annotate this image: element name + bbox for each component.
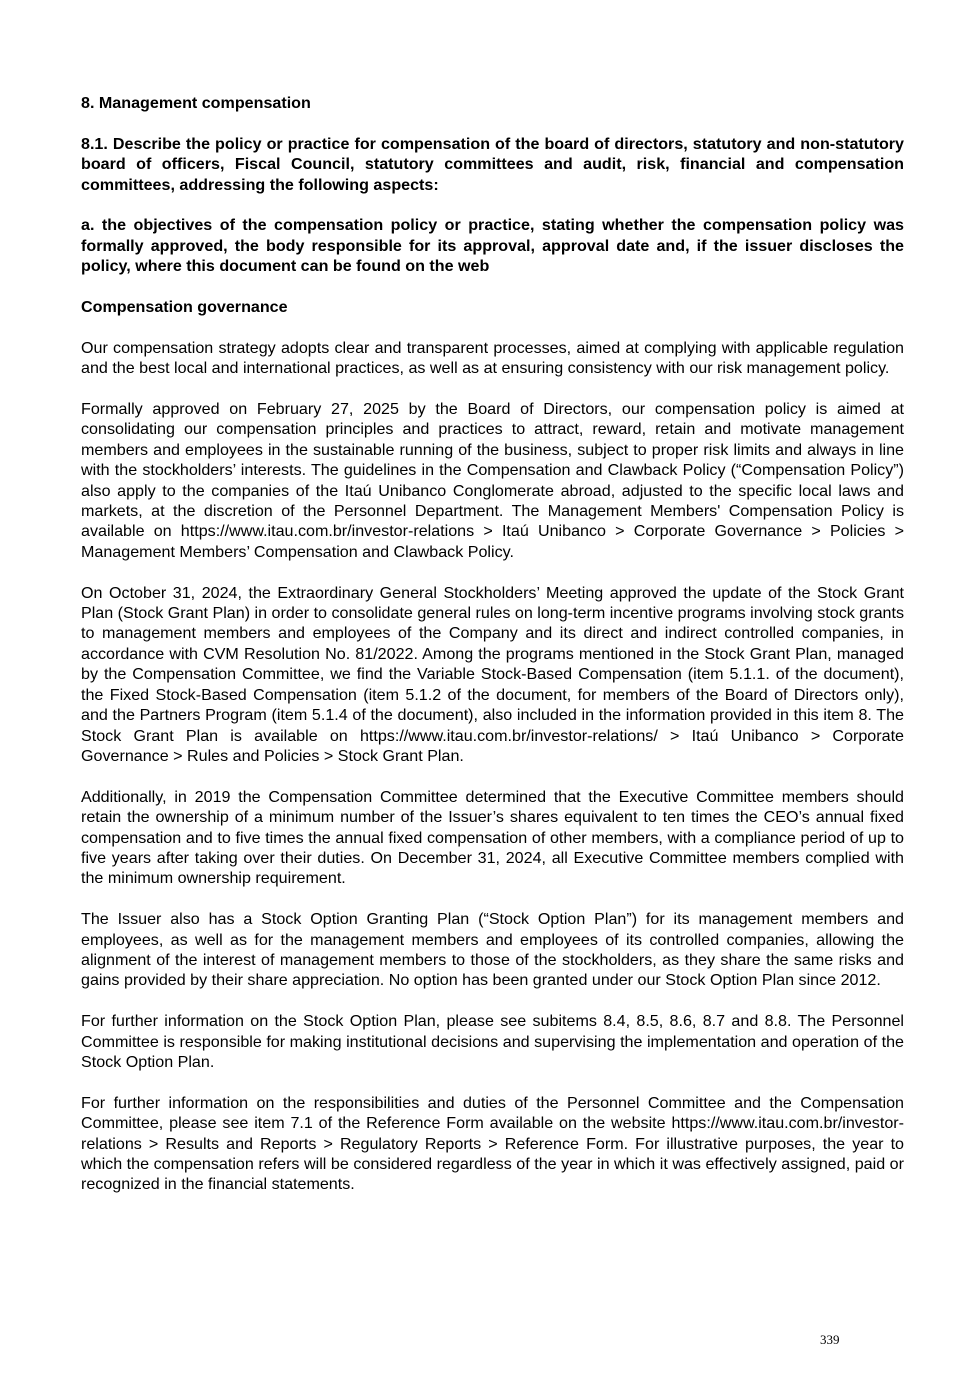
page-number: 339 xyxy=(820,1332,840,1347)
paragraph-further-info-committees: For further information on the responsibilities and duties of the Personnel Committee and the Compensation Committee, please see item 7.1 of the Reference Form available on the website https://www.itau.com.br/investor-relations > Results and Reports > Regulatory Reports > Reference Form. For illustrative purposes, the year to which the compensation refers will be considered regardless of the year in which it was effectively assigned, paid or recognized in the financial statements. xyxy=(81,1093,904,1194)
governance-title: Compensation governance xyxy=(81,298,288,317)
paragraph-stock-grant-plan: On October 31, 2024, the Extraordinary General Stockholders’ Meeting approved the update of the Stock Grant Plan (Stock Grant Plan) in order to consolidate general rules on long-term incentive programs involving stock grants to management members and employees of the Company and its direct and indirect controlled companies, in accordance with CVM Resolution No. 81/2022. Among the programs mentioned in the Stock Grant Plan, managed by the Compensation Committee, we find the Variable Stock-Based Compensation (item 5.1.1. of the document), the Fixed Stock-Based Compensation (item 5.1.2 of the document, for members of the Board of Directors only), and the Partners Program (item 5.1.4 of the document), also included in the information provided in this item 8. The Stock Grant Plan is available on https://www.itau.com.br/investor-relations/ > Itaú Unibanco > Corporate Governance > Rules and Policies > Stock Grant Plan. xyxy=(81,583,904,765)
page-content xyxy=(81,93,904,1195)
section-heading: 8. Management compensation xyxy=(81,94,311,112)
paragraph-policy-approval: Formally approved on February 27, 2025 by the Board of Directors, our compensation policy is aimed at consolidating our compensation principles and practices to attract, reward, retain and motivate management members and employees in the sustainable running of the business, subject to proper risk limits and always in line with the stockholders’ interests. The guidelines in the Compensation and Clawback Policy (“Compensation Policy”) also apply to the companies of the Itaú Unibanco Conglomerate abroad, adjusted to the specific local laws and markets, at the discretion of the Personnel Department. The Management Members' Compensation Policy is available on https://www.itau.com.br/investor-relations > Itaú Unibanco > Corporate Governance > Policies > Management Members’ Compensation and Clawback Policy. xyxy=(81,400,904,561)
paragraph-stock-option-plan: The Issuer also has a Stock Option Granting Plan (“Stock Option Plan”) for its management members and employees, as well as for the management members and employees of its controlled companies, allowing the alignment of the interest of management members to those of the stockholders, as they share the same risks and gains provided by their share appreciation. No option has been granted under our Stock Option Plan since 2012. xyxy=(81,910,904,990)
paragraph-share-ownership: Additionally, in 2019 the Compensation Committee determined that the Executive Committee members should retain the ownership of a minimum number of the Issuer’s shares equivalent to ten times the CEO’s annual fixed compensation and to five times the annual fixed compensation of other members, with a compliance period of up to five years after taking over their duties. On December 31, 2024, all Executive Committee members complied with the minimum ownership requirement. xyxy=(81,787,904,888)
question-item-a: a. the objectives of the compensation policy or practice, stating whether the compensation policy was formally approved, the body responsible for its approval, approval date and, if the issuer discloses the policy, where this document can be found on the web xyxy=(81,216,904,276)
paragraph-strategy: Our compensation strategy adopts clear and transparent processes, aimed at complying with applicable regulation and the best local and international practices, as well as at ensuring consistency with our risk management policy. xyxy=(81,338,904,378)
paragraph-further-info-options: For further information on the Stock Option Plan, please see subitems 8.4, 8.5, 8.6, 8.7 and 8.8. The Personnel Committee is responsible for making institutional decisions and supervising the implementation and operation of the Stock Option Plan. xyxy=(81,1012,904,1071)
question-8-1: 8.1. Describe the policy or practice for compensation of the board of directors, statutory and non-statutory board of officers, Fiscal Council, statutory committees and audit, risk, financial and compensation committees, addressing the following aspects: xyxy=(81,134,904,194)
